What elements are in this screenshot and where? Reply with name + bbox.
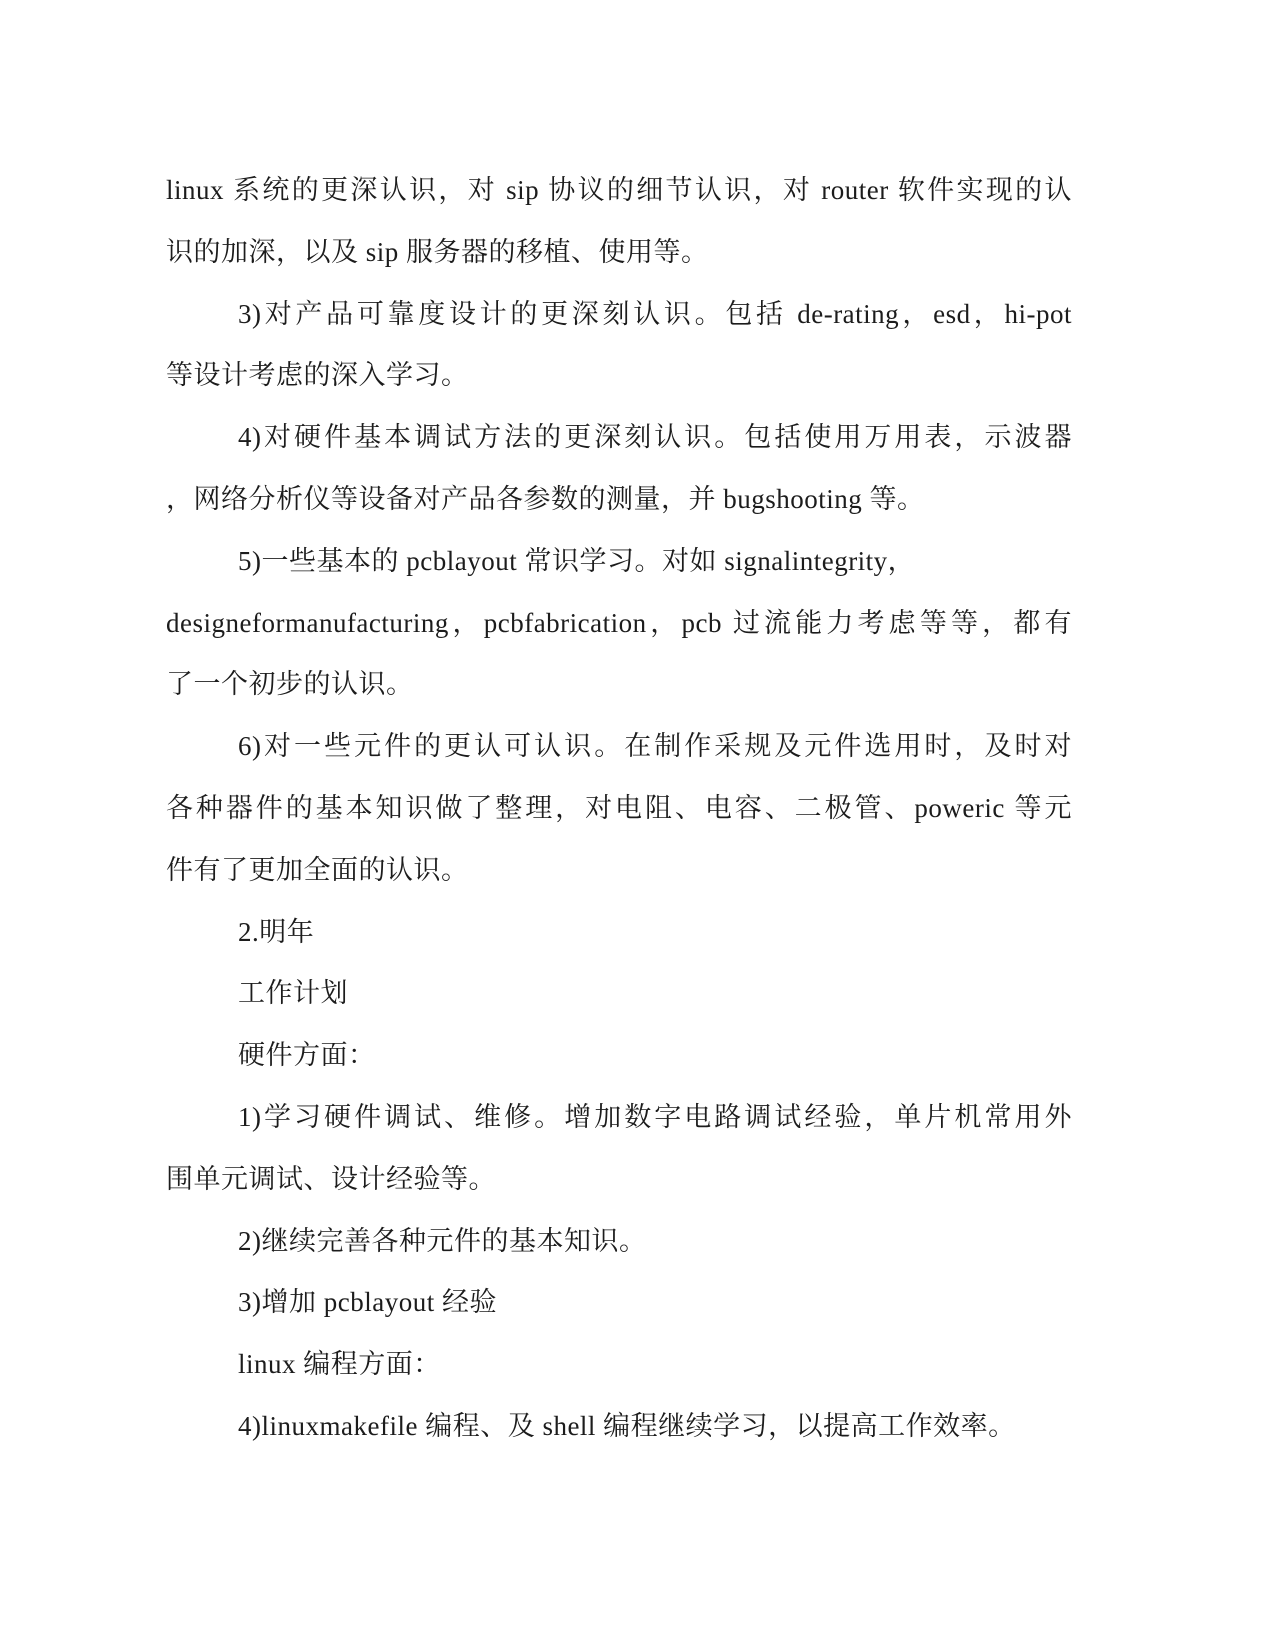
text-line: 工作计划 xyxy=(238,978,348,1009)
text-line: 2.明年 xyxy=(238,916,315,947)
text-line: 5)一些基本的 pcblayout 常识学习。对如 signalintegrity， xyxy=(238,545,916,576)
text-line: designeformanufacturing，pcbfabrication，pcb 过流能力考虑等等，都有 xyxy=(166,607,1072,638)
text-line: 等设计考虑的深入学习。 xyxy=(166,360,469,391)
document-text-block xyxy=(166,160,1072,1458)
text-line: 2)继续完善各种元件的基本知识。 xyxy=(238,1225,647,1256)
text-line: 6)对一些元件的更认可认识。在制作采规及元件选用时，及时对 xyxy=(238,731,1072,762)
text-line: 3)增加 pcblayout 经验 xyxy=(238,1287,497,1318)
text-line: linux 系统的更深认识，对 sip 协议的细节认识，对 router 软件实现的认 xyxy=(166,175,1072,205)
text-line: 件有了更加全面的认识。 xyxy=(166,854,469,885)
text-line: linux 编程方面： xyxy=(238,1349,441,1380)
text-line: 3)对产品可靠度设计的更深刻认识。包括 de-rating，esd，hi-pot xyxy=(238,298,1072,329)
text-line: 了一个初步的认识。 xyxy=(166,669,414,700)
text-line: 硬件方面： xyxy=(238,1040,376,1071)
text-line: ，网络分析仪等设备对产品各参数的测量，并 bugshooting 等。 xyxy=(166,483,925,514)
text-line: 识的加深，以及 sip 服务器的移植、使用等。 xyxy=(166,236,709,267)
text-line: 各种器件的基本知识做了整理，对电阻、电容、二极管、poweric 等元 xyxy=(166,792,1072,823)
text-line: 4)linuxmakefile 编程、及 shell 编程继续学习，以提高工作效率。 xyxy=(238,1410,1016,1441)
text-line: 4)对硬件基本调试方法的更深刻认识。包括使用万用表，示波器 xyxy=(238,422,1072,453)
text-line: 1)学习硬件调试、维修。增加数字电路调试经验，单片机常用外 xyxy=(238,1101,1072,1132)
text-line: 围单元调试、设计经验等。 xyxy=(166,1163,496,1194)
